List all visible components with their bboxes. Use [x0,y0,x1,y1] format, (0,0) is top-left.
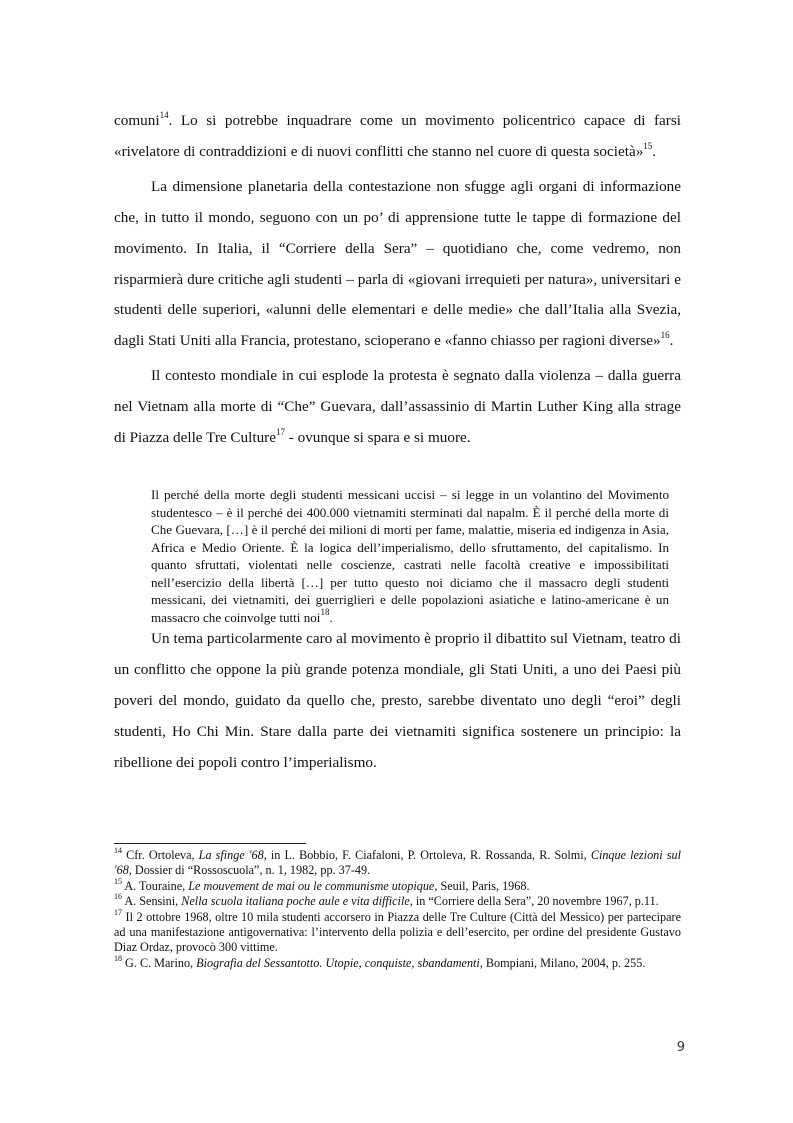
footnote-text: G. C. Marino, [122,955,197,970]
footnote-15 [114,876,681,894]
footnote-18 [114,953,681,971]
paragraph-3 [114,361,681,454]
footnote-title: Nella scuola italiana poche aule e vita difficile [181,894,410,909]
footnote-title: Le mouvement de mai ou le communisme utopique, [188,878,438,893]
footnote-text: Il 2 ottobre 1968, oltre 10 mila studenti accorsero in Piazza delle Tre Culture (Città del Messico) per partecipare ad una manifestazione antigovernativa: l’intervento della polizia e dell’esercito, per ordine del presidente Gustavo Diaz Ordaz, provocò 300 vittime. [114,910,681,954]
footnote-ref-18[interactable]: 18 [320,607,330,618]
footnote-number: 16 [114,892,122,902]
paragraph-1 [114,106,681,168]
footnote-number: 14 [114,845,122,855]
footnote-16 [114,894,681,909]
page-number: 9 [676,1040,685,1055]
footnote-number: 18 [114,953,122,963]
footnote-text: A. Touraine, [122,878,189,893]
footnote-ref-16[interactable]: 16 [660,330,670,341]
footnote-ref-17[interactable]: 17 [275,427,285,437]
block-quote [151,486,669,626]
paragraph-2-text-b: . [669,332,674,350]
footnote-text: Seuil, Paris, 1968. [437,878,530,893]
footnote-title: Cinque lezioni sul '68, [114,848,681,877]
paragraph-1-text-c: . [652,142,657,160]
paragraph-4: Un tema particolarmente caro al movimento è proprio il dibattito sul Vietnam, teatro di un conflitto che oppone la più grande potenza mondiale, gli Stati Uniti, a uno dei Paesi più poveri del mondo, guidato da quello che, presto, sarebbe diventato uno degli “eroi” degli studenti, Ho Chi Min. Stare dalla parte dei vietnamiti significa sostenere un principio: la ribellione dei popoli contro l’imperialismo. [114,630,681,771]
footnote-ref-14[interactable]: 14 [159,109,169,120]
paragraph-2-text-a: La dimensione planetaria della contestazione non sfugge agli organi di informazione che, in tutto il mondo, seguono con un po’ di apprensione tutte le tappe di formazione del movimento. In Italia, il “Corriere della Sera” – quotidiano che, come vedremo, non risparmierà dure critiche agli studenti – parla di «giovani irrequieti per natura», universitari e studenti delle superiori, «alunni delle elementari e delle medie» che dall’Italia alla Svezia, dagli Stati Uniti alla Francia, protestano, scioperano e «fanno chiasso per ragioni diverse» [114,177,681,350]
paragraph-3-text-a: Il contesto mondiale in cui esplode la protesta è segnato dalla violenza – dalla guerra nel Vietnam alla morte di “Che” Guevara, dall’assassinio di Martin Luther King alla strage di Piazza delle Tre Culture [114,367,681,447]
block-quote-text: Il perché della morte degli studenti messicani uccisi – si legge in un volantino del Movimento studentesco – è il perché dei 400.000 vietnamiti sterminati dal napalm. È il perché della morte di Che Guevara, […] è il perché dei milioni di morti per fame, malattie, miseria ed indigenza in Asia, Africa e Medio Oriente. È la logica dell’imperialismo, dello sfruttamento, del capitalismo. In quanto sfruttati, violentati nelle coscienze, castrati nelle facoltà creative e impossibilitati nell’esercizio della libertà […] per tutto questo noi diciamo che il massacro degli studenti messicani, dei vietnamiti, dei guerriglieri e delle popolazioni asiatiche e latino-americane è un massacro che coinvolge tutti noi [151,487,669,625]
paragraph-3-text-b: - ovunque si spara e si muore. [284,429,471,447]
block-quote-end: . [329,609,333,625]
footnote-title: Biografia del Sessantotto. Utopie, conquiste, sbandamenti [196,955,480,970]
footnote-ref-15[interactable]: 15 [643,140,653,151]
footnote-14 [114,845,681,878]
footnote-separator [114,843,306,844]
paragraph-1-text-b: . Lo si potrebbe inquadrare come un movimento policentrico capace di farsi «rivelatore di contraddizioni e di nuovi conflitti che stanno nel cuore di questa società» [114,112,681,160]
main-text [114,106,681,454]
footnote-17 [114,910,681,954]
footnote-text: Cfr. Ortoleva, [122,848,199,862]
footnote-text: , in “Corriere della Sera”, 20 novembre 1967, p.11. [409,894,659,909]
footnote-number: 17 [114,908,122,918]
footnote-text: Dossier di “Rossoscuola”, n. 1, 1982, pp. 37-49. [131,862,371,877]
paragraph-1-text-a: comuni [114,112,160,129]
footnote-text: A. Sensini, [122,894,182,909]
footnote-title: La sfinge '68, [198,848,267,862]
footnote-text: in L. Bobbio, F. Ciafaloni, P. Ortoleva, R. Rossanda, R. Solmi, [266,848,591,862]
footnote-text: , Bompiani, Milano, 2004, p. 255. [479,955,646,970]
paragraph-2 [114,172,681,357]
footnotes [114,845,681,971]
footnote-number: 15 [114,876,122,886]
